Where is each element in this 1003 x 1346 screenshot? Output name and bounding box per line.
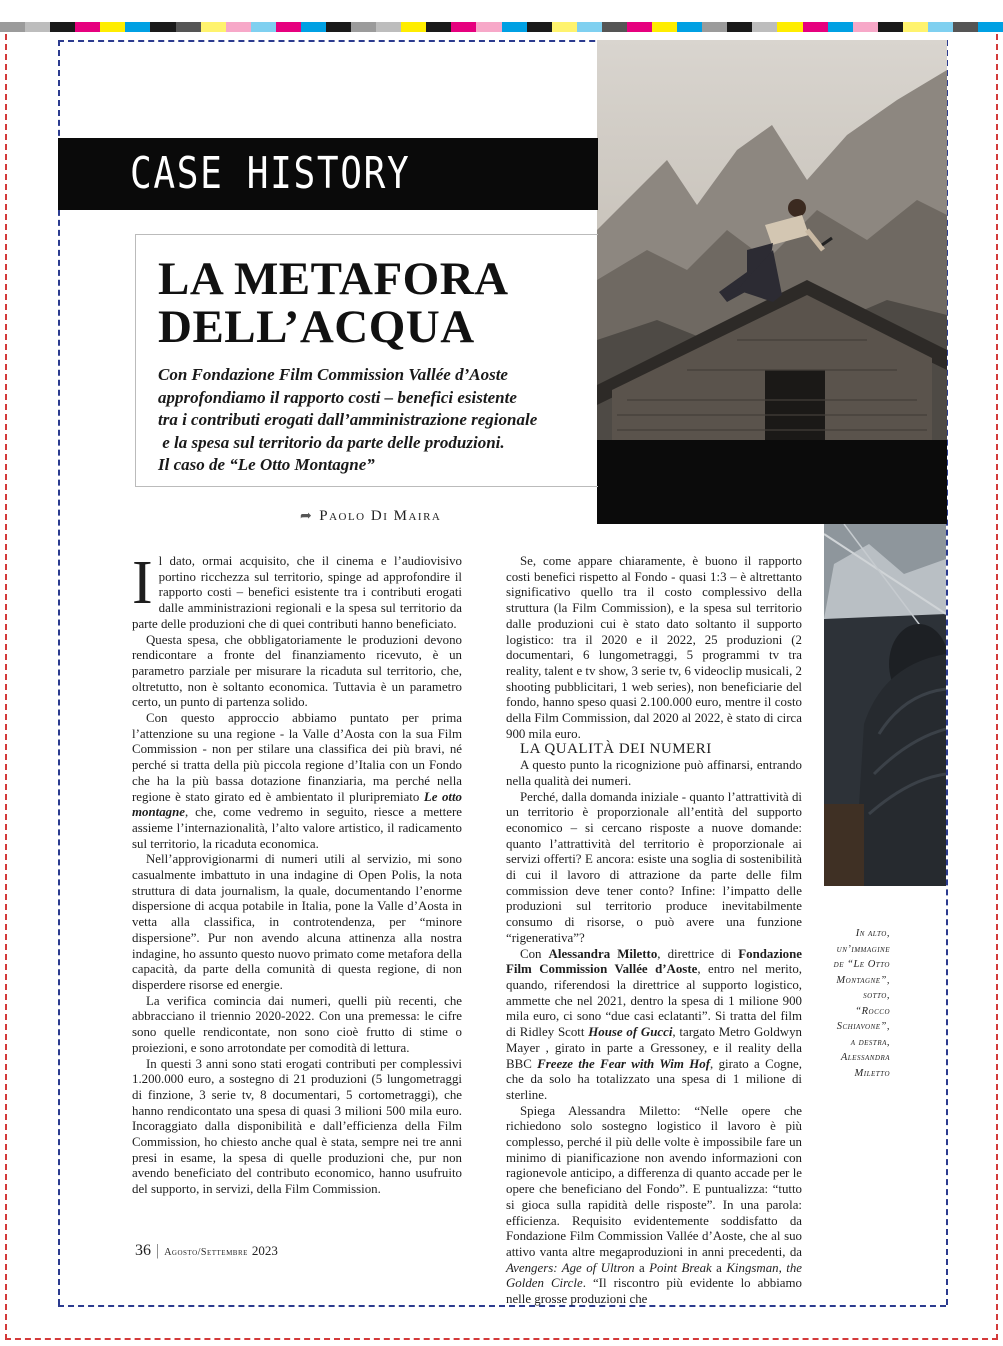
paragraph: La verifica comincia dai numeri, quelli più recenti, che abbracciano il triennio 2020-2022. Con una premessa: le cifre sono quelle rendicontate, non sono cioè frutto di stime o proiezioni, e sono arrotondate per comodità di lettura. xyxy=(132,993,462,1055)
paragraph-text: , entro nel merito, quando, riferendosi la direttrice al supporto logistico, ammette che nel 2021, dentro la spesa di 1 milione 900 mila euro, ci sono “due casi eclatanti”. Si tratta del film di Ridley Scott xyxy=(506,962,802,1040)
drop-cap: I xyxy=(132,549,153,617)
margin-guide-bottom xyxy=(58,1305,946,1307)
color-swatch xyxy=(702,22,727,32)
caption-line: Miletto xyxy=(854,1067,890,1079)
color-swatch xyxy=(878,22,903,32)
color-swatch xyxy=(953,22,978,32)
subtitle-line: Con Fondazione Film Commission Vallée d’Aoste xyxy=(158,365,508,384)
color-swatch xyxy=(100,22,125,32)
color-swatch xyxy=(978,22,1003,32)
paragraph: In questi 3 anni sono stati erogati contributi per complessivi 1.200.000 euro, a sostegno di 21 produzioni (5 lungometraggi di finzione, 3 serie tv, 8 documentari, 5 cortometraggi), che hanno rendicontato una spesa di quasi 3 milioni 500 mila euro. Incoraggiato dalla disponibilità e dall’efficienza della Film Commission, ho chiesto anche qual è stata, sempre nei tre anni presi in esame, la spesa di quelle produzioni che, pur non avendo beneficiato del contributo economico, hanno usufruito del supporto, in servizi, della Film Commission. xyxy=(132,1056,462,1197)
color-swatch xyxy=(652,22,677,32)
paragraph-text: , direttrice di xyxy=(657,946,739,961)
color-swatch xyxy=(326,22,351,32)
color-swatch xyxy=(75,22,100,32)
paragraph-text: , girato a Cogne, che da solo ha totalizzato una spesa di 1 milione di sterline. xyxy=(506,1056,802,1102)
footer-divider: | xyxy=(156,1242,160,1259)
color-swatch xyxy=(577,22,602,32)
photo-rocco-schiavone xyxy=(824,524,946,886)
body-column-2 xyxy=(506,554,802,1308)
paragraph xyxy=(506,947,802,1104)
paragraph: Perché, dalla domanda iniziale - quanto l’attrattività di un territorio è proporzionale all’entità del supporto economico – si cercano risposte a nuove domande: quanto l’attrattività del territorio è proporzionale ai servizi offerti? E ancora: esiste una soglia di sostenibilità di cui il lavoro di attrazione da parte delle film commission deve tener conto? Infine: l’impatto delle produzioni sul territorio produce inevitabilmente consumo di risorse, o può avere una funzione “rigenerativa”? xyxy=(506,789,802,945)
paragraph xyxy=(132,711,462,852)
color-swatch xyxy=(376,22,401,32)
caption-line: sotto, xyxy=(863,990,890,1001)
color-swatch xyxy=(853,22,878,32)
photo-caption xyxy=(832,926,890,1081)
caption-line: “Rocco xyxy=(855,1005,890,1017)
paragraph xyxy=(506,1104,802,1308)
color-swatch xyxy=(226,22,251,32)
arrow-icon: ➦ xyxy=(300,509,314,524)
mountain-hut-illustration xyxy=(597,40,947,524)
color-swatch xyxy=(150,22,175,32)
color-swatch xyxy=(928,22,953,32)
paragraph: Nell’approvigionarmi di numeri utili al servizio, mi sono casualmente imbattuto in una indagine di Open Polis, la nota struttura di data journalism, la quale, documentando l’enorme dispersione di acqua potabile in Italia, pone la Valle d’Aosta in vetta alla classifica, in controtendenza, per “minore dispersione”. Pur non avendo alcuna attinenza alla nostra indagine, ho assunto questo nuovo primato come metafora della capacità, da parte della comunità di questa regione, di non disperdere risorse ed energie. xyxy=(132,852,462,992)
color-swatch xyxy=(251,22,276,32)
film-title: House of Gucci xyxy=(588,1025,673,1040)
paragraph-text: . “Il riscontro più evidente lo abbiamo nelle grosse produzioni che xyxy=(506,1276,802,1307)
color-swatch xyxy=(201,22,226,32)
paragraph-text: , targato Metro Goldwyn Mayer , girato in parte a Gressoney, e il reality della BBC xyxy=(506,1025,802,1071)
color-swatch xyxy=(451,22,476,32)
person-name: Alessandra Miletto xyxy=(548,946,658,961)
color-swatch xyxy=(677,22,702,32)
color-swatch xyxy=(828,22,853,32)
color-swatch xyxy=(777,22,802,32)
color-swatch xyxy=(351,22,376,32)
paragraph: Questa spesa, che obbligatoriamente le produzioni devono rendicontare a fronte del finanziamento ricevuto, è un parametro parziale per misurare la ricaduta sul territorio, che, oltretutto, non è soltanto economica. Tuttavia è un parametro certo, un punto di partenza solido. xyxy=(132,632,462,710)
paragraph-text: Spiega Alessandra Miletto: “Nelle opere che richiedono solo sostegno logistico il lavoro è più complesso, perché il più delle volte è impossibile fare un minimo di pianificazione non avendo informazioni con ragionevole anticipo, a differenza di quanto accade per le opere che beneficiano del Fondo”. E puntualizza: “tutto si gioca sulla rapidità delle risposte”. In una parola: efficienza. Requisito evidentemente soddisfatto da Fondazione Film Commission Vallée d’Aoste, che al suo attivo vanta altre megaproduzioni in anni precedenti, da xyxy=(506,1103,802,1259)
color-swatch xyxy=(803,22,828,32)
color-swatch xyxy=(401,22,426,32)
color-swatch xyxy=(552,22,577,32)
color-swatch xyxy=(752,22,777,32)
byline xyxy=(300,508,441,525)
page-footer xyxy=(135,1242,278,1260)
color-swatch xyxy=(502,22,527,32)
color-swatch xyxy=(602,22,627,32)
color-swatch xyxy=(25,22,50,32)
caption-line: a destra, xyxy=(850,1036,890,1048)
author-name: Paolo Di Maira xyxy=(319,508,442,524)
section-heading: LA QUALITÀ DEI NUMERI xyxy=(520,741,712,758)
margin-guide-left xyxy=(58,40,60,1305)
photo-otto-montagne xyxy=(597,40,947,524)
film-title: Avengers: Age of Ultron xyxy=(506,1260,635,1275)
color-swatch xyxy=(903,22,928,32)
issue-year: 2023 xyxy=(251,1243,278,1258)
paragraph: Se, come appare chiaramente, è buono il rapporto costi benefici rispetto al Fondo - quasi 1:3 – è altrettanto significativo quello tra il costo complessivo della struttura (la Film Commission), e la spesa sul territorio dalle produzioni cui è stato dato soltanto il supporto logistico: tra il 2020 e il 2022, 25 produzioni (2 documentari, 6 lungometraggi, 5 programmi tv tra reality, talent e tv show, 3 serie tv, 6 videoclip musicali, 2 shooting pubblicitari, 1 web series), non beneficiarie del fondo, hanno speso quasi 2.100.000 euro, mentre il costo della Film Commission, dal 2020 al 2022, è stato di circa 900 mila euro. xyxy=(506,554,802,741)
show-title: Freeze the Fear with Wim Hof xyxy=(537,1056,711,1071)
color-swatch xyxy=(426,22,451,32)
print-color-bar xyxy=(0,22,1003,32)
film-title: Kingsman, the Golden Circle xyxy=(506,1260,803,1291)
film-title: Point Break xyxy=(649,1260,712,1275)
caption-line: un’immagine xyxy=(836,943,890,955)
color-swatch xyxy=(476,22,501,32)
issue-label: Agosto/Settembre xyxy=(164,1247,248,1258)
color-swatch xyxy=(125,22,150,32)
paragraph-text: l dato, ormai acquisito, che il cinema e l’audiovisivo portino ricchezza sul territorio, spinge ad approfondire il rapporto costi – benefici esistente tra i contributi erogati dalle amministrazioni regionali e la spesa sul territorio da parte delle produzioni che di quei contributi hanno beneficiato. xyxy=(132,554,462,631)
page-number: 36 xyxy=(135,1242,151,1259)
article-subtitle xyxy=(158,364,578,477)
color-swatch xyxy=(627,22,652,32)
person-jacket-illustration xyxy=(824,524,946,886)
title-line: LA METAFORA xyxy=(158,253,509,305)
body-column-1 xyxy=(132,549,462,1198)
paragraph-text: , che, come vedremo in seguito, riesce a mettere assieme l’internazionalità, l’alto valore artistico, il radicamento sul territorio, la ricaduta economica. xyxy=(132,805,462,851)
caption-line: Montagne”, xyxy=(836,974,890,986)
paragraph-text: a xyxy=(634,1260,650,1275)
paragraph-text: a xyxy=(711,1260,727,1275)
color-swatch xyxy=(0,22,25,32)
caption-line: Schiavone”, xyxy=(836,1021,890,1032)
subtitle-line: tra i contributi erogati dall’amministrazione regionale xyxy=(158,410,538,429)
film-title: Le otto montagne xyxy=(132,789,462,820)
color-swatch xyxy=(527,22,552,32)
subtitle-line: e la spesa sul territorio da parte delle produzioni. xyxy=(158,432,505,452)
color-swatch xyxy=(727,22,752,32)
paragraph-text: Con xyxy=(520,946,549,961)
color-swatch xyxy=(301,22,326,32)
paragraph: A questo punto la ricognizione può affinarsi, entrando nella qualità dei numeri. xyxy=(506,758,802,788)
title-line: DELL’ACQUA xyxy=(158,301,475,353)
caption-line: de “Le Otto xyxy=(833,959,890,970)
subtitle-line: approfondiamo il rapporto costi – benefici esistente xyxy=(158,387,517,407)
subtitle-line: Il caso de “Le Otto Montagne” xyxy=(158,455,375,474)
paragraph xyxy=(132,549,462,633)
color-swatch xyxy=(176,22,201,32)
section-label: CASE HISTORY xyxy=(130,148,411,199)
color-swatch xyxy=(50,22,75,32)
article-title xyxy=(158,255,588,351)
paragraph-text: Con questo approccio abbiamo puntato per prima l’attenzione su una regione - la Valle d’Aosta con la sua Film Commission - non per stilare una classifica dei più bravi, né perché si tratta della più piccola regione d’Italia con un Fondo che ha la più bassa dotazione finanziaria, ma perché nella regione è stato girato ed è ambientato il pluripremiato xyxy=(132,711,462,804)
section-banner xyxy=(58,138,598,210)
caption-line: Alessandra xyxy=(840,1052,890,1063)
caption-line: In alto, xyxy=(855,928,890,939)
organization-name: Fondazione Film Commission Vallée d’Aoste xyxy=(506,946,802,977)
color-swatch xyxy=(276,22,301,32)
